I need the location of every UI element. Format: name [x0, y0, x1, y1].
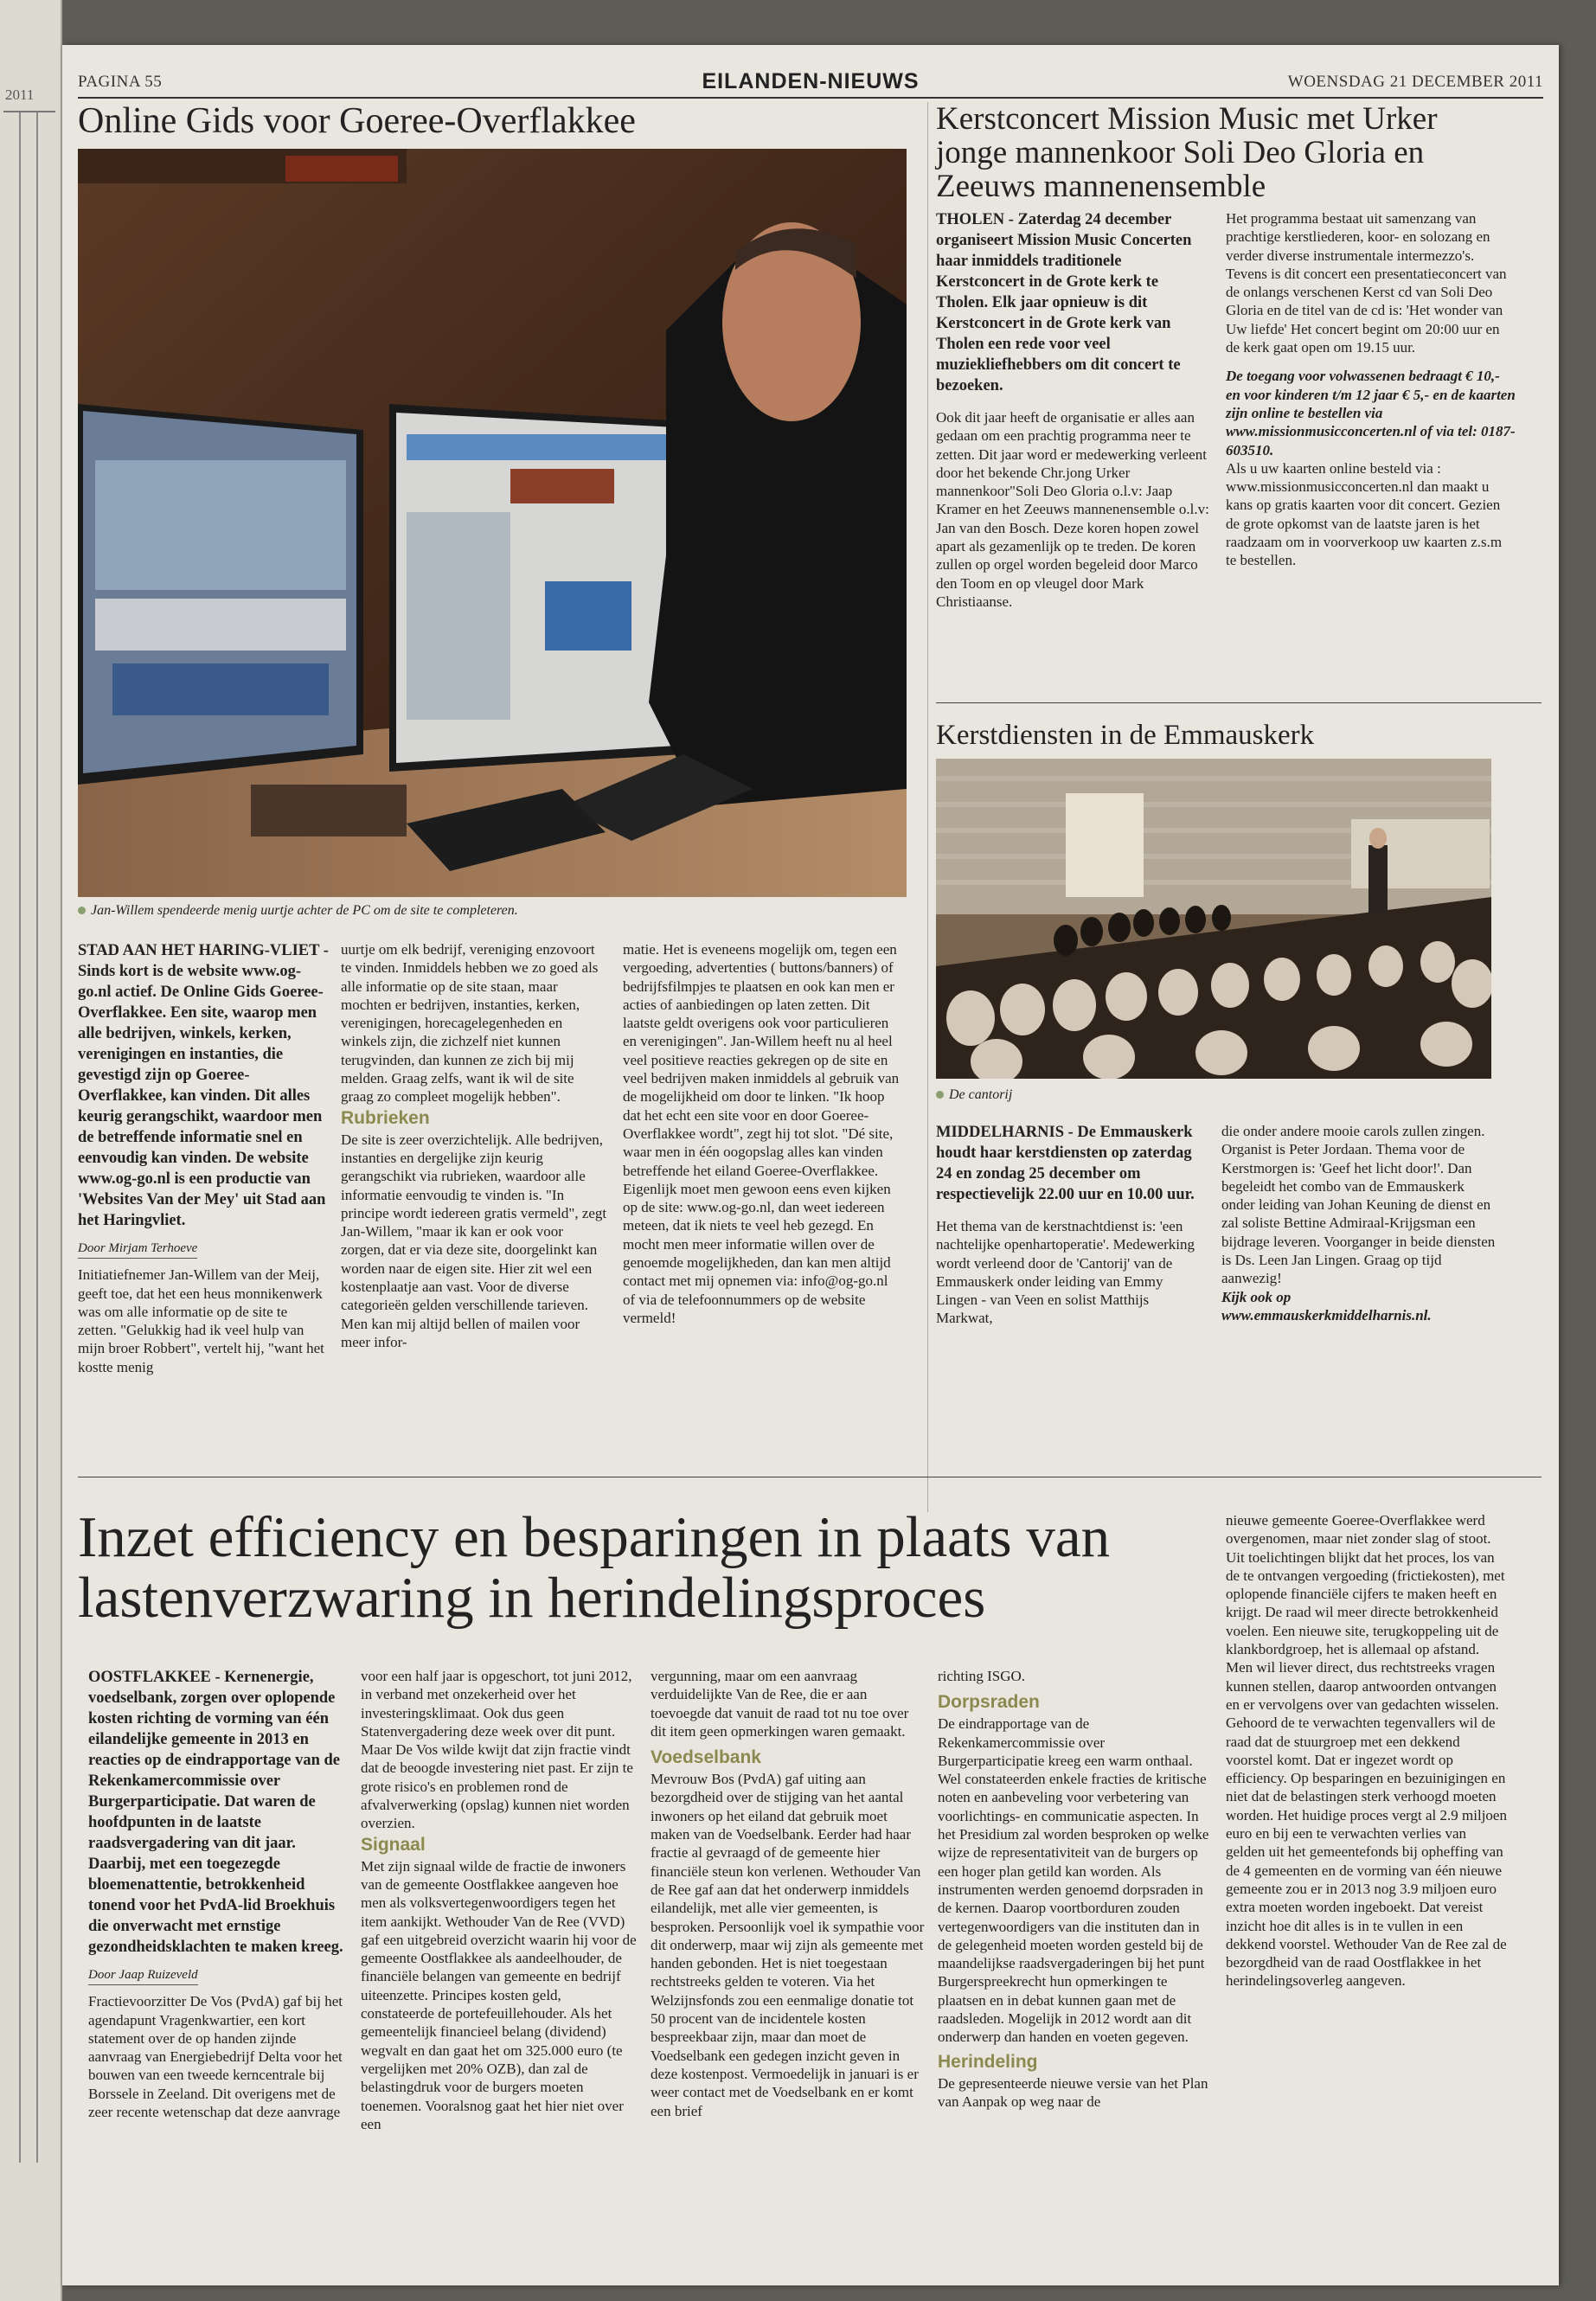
issue-date: WOENSDAG 21 DECEMBER 2011 — [1287, 73, 1543, 91]
photo-pc-user — [78, 149, 907, 897]
inzet-column-2 — [361, 1667, 638, 2133]
kerstconcert-title-line-3: Zeeuws mannenensemble — [936, 169, 1266, 204]
caption-cantorij — [936, 1087, 1490, 1103]
online-gids-column-3 — [623, 940, 900, 1327]
kerstconcert-tickets: De toegang voor volwassenen bedraagt € 10,- en voor kinderen t/m 12 jaar € 5,- en de kaarten zijn online te bestellen via www.missionmusicconcerten.nl of via tel: 0187-603510. — [1226, 368, 1516, 458]
previous-page-year: 2011 — [5, 87, 35, 103]
kerstconcert-body-1: Ook dit jaar heeft de organisatie er alles aan gedaan om een prachtig programma neer te zetten. Dit jaar word er medewerking verleent door het bekende Chr.jong Urker mannenkoor"Soli Deo Gloria o.l.v: Jaap Kramer en het Zeeuws mannenensemble o.l.v: Jan van den Bosch. Deze koren hopen zowel apart als gezamenlijk op te treden. De koren zullen op orgel worden begeleid door Marco den Toom en op vleugel door Mark Christiaanse. — [936, 409, 1209, 610]
emmaus-body-1: Het thema van de kerstnachtdienst is: 'een nachtelijke openhartoperatie'. Medewerking wordt verleend door de 'Cantorij' van de Emmauskerk onder leiding van Emmy Lingen - van Veen en solist Matthijs Markwat, — [936, 1218, 1195, 1327]
online-gids-column-1 — [78, 940, 329, 1376]
inzet-col3-body1: vergunning, maar om een aanvraag verduidelijkte Van de Ree, die er aan toevoegde dat vanuit de raad tot nu toe over dit item geen opmerkingen waren gemaakt. — [651, 1668, 909, 1740]
emmaus-column-1 — [936, 1122, 1204, 1328]
online-gids-column-2 — [341, 940, 609, 1351]
inzet-col4-body1: richting ISGO. — [938, 1668, 1026, 1684]
inzet-column-4 — [938, 1667, 1215, 2111]
kerstconcert-body-4: Als u uw kaarten online besteld via : www.missionmusicconcerten.nl dan maakt u kans op gratis kaarten voor dit concert. Gezien de grote opkomst van de laatste jaren is het raadzaam om in voorverkoop uw kaarten z.s.m te bestellen. — [1226, 459, 1503, 569]
caption-bullet-icon — [78, 907, 86, 914]
inzet-column-3 — [651, 1667, 927, 2120]
inzet-col4-body2: De eindrapportage van de Rekenkamercommissie over Burgerparticipatie kreeg een warm onthaal. Wel constateerden enkele fracties de kritische noten en aanbeveling voor verbetering van voorlichtings- en communicatie aspecten. In het Presidium zal worden besproken op welke wijze de representativiteit van de burgers op een hoger plan getild kan worden. Als instrumenten werden genoemd dorpsraden in de kernen. Daarop voortborduren zouden vertegenwoordigers van die instituten dan in de gelegenheid moeten worden gesteld bij de maandelijkse raadsvergaderingen bij het punt Burgerspreekrecht hun opmerkingen te plaatsen en in debat kunnen gaan met de raadsleden. Mogelijk in 2012 wordt aan dit onderwerp dan handen en voeten gegeven. — [938, 1715, 1209, 2046]
subhead-voedselbank: Voedselbank — [651, 1747, 761, 1768]
online-gids-col2-body2: De site is zeer overzichtelijk. Alle bedrijven, instanties en dergelijke zijn keurig gerangschikt via rubrieken, waardoor alle informatie eenvoudig te vinden is. "In principe wordt iedereen gratis vermeld", zegt Jan-Willem, "maar ik kan er ook voor zorgen, dat er via deze site, doorgelinkt kan worden naar de eigen site. Hier zit wel een kostenplaatje aan vast. Voor de diverse categorieën gelden verschillende tarieven. Men kan mij altijd bellen of mailen voor meer infor- — [341, 1131, 607, 1350]
emmaus-title: Kerstdiensten in de Emmauskerk — [936, 720, 1315, 751]
caption-pc-user-text: Jan-Willem spendeerde menig uurtje achter de PC om de site te completeren. — [91, 903, 518, 918]
inzet-title-line-2: lastenverzwaring in herindelingsproces — [78, 1566, 986, 1630]
kerstconcert-column-1 — [936, 209, 1213, 611]
inzet-col5-body: nieuwe gemeente Goeree-Overflakkee werd overgenomen, maar niet zonder slag of stoot. Uit toelichtingen blijkt dat het proces, los van de te ontvangen vergoeding (frictiekosten), met oplopende financiële cijfers te maken heeft en krijgt. De raad wil meer directe betrokkenheid voelen. Een nieuwe site, terugkoppeling uit de klankbordgroep, het is allemaal op afstand. Men wil liever direct, dus rechtstreeks vragen kunnen stellen, daarop antwoorden ontvangen en er vervolgens over van gedachten wisselen. Gehoord de te verwachten tegenvallers wil de raad dat de stuurgroep met een dekkend voorstel komt. Dat er ingezet wordt op efficiency. Op besparingen en bezuinigingen en niet dat de belastingen sterk verhoogd moeten worden. Het huidige proces vergt al 2.9 miljoen euro en bij een te verwachten verlies van gelden uit het gemeentefonds bij opheffing van de 4 gemeenten en de vorming van één nieuwe gemeente zou er in 2013 nog 3.9 miljoen euro extra moeten worden ingeboekt. Dat vereist inzicht hoe dit alles is in te vullen in een dekkend voorstel. Wethouder Van de Ree zal de bezorgdheid van de raad Oostflakkee in het herindelingsoverleg aangeven. — [1226, 1512, 1507, 1990]
kerstconcert-title-line-1: Kerstconcert Mission Music met Urker — [936, 101, 1438, 137]
emmaus-website: Kijk ook op www.emmauskerkmiddelharnis.nl. — [1221, 1288, 1432, 1324]
inzet-col2-body1: voor een half jaar is opgeschort, tot juni 2012, in verband met onzekerheid over het investeringsklimaat. Ook dus geen Statenvergadering deze week over dit punt. Maar De Vos wilde kwijt dat zijn fractie vindt dat de beoogde investering niet past. Er zijn te grote risico's en problemen rond de afvalverwerking (opslag) kunnen niet worden overzien. — [361, 1668, 633, 1832]
photo-cantorij-image — [936, 759, 1491, 1079]
emmaus-lead: MIDDELHARNIS - De Emmauskerk houdt haar kerstdiensten op zaterdag 24 en zondag 25 december om respectievelijk 22.00 uur en 10.00 uur. — [936, 1124, 1195, 1203]
emmaus-column-2 — [1221, 1122, 1498, 1324]
inzet-title-line-1: Inzet efficiency en besparingen in plaats van — [78, 1505, 1111, 1569]
previous-page-rule — [3, 111, 55, 112]
subhead-herindeling: Herindeling — [938, 2051, 1038, 2072]
page-number: PAGINA 55 — [78, 73, 163, 91]
photo-cantorij — [936, 759, 1491, 1079]
emmaus-body-2: die onder andere mooie carols zullen zingen. Organist is Peter Jordaan. Thema voor de Kerstmorgen is: 'Geef het licht door!'. Dan begeleidt het combo van de Emmauskerk onder leiding van Johan Keuning de dienst en zal soliste Bettine Admiraal-Krijgsman een bijdrage leveren. Voorganger in beide diensten is Ds. Leen Jan Lingen. Graag op tijd aanwezig! — [1221, 1123, 1496, 1287]
section-rule — [936, 702, 1542, 703]
kerstconcert-title — [936, 102, 1542, 203]
masthead: EILANDEN-NIEUWS — [702, 69, 920, 93]
kerstconcert-body-2: Het programma bestaat uit samenzang van prachtige kerstliederen, koor- en solozang en verder diverse instrumentale intermezzo's. Tevens is dit concert een presentatieconcert van de onlangs verschenen Kerst cd van Soli Deo Gloria en de titel van de cd is: 'Het wonder van Uw liefde' Het concert begint om 20:00 uur en de kerk gaat open om 19.15 uur. — [1226, 210, 1507, 356]
inzet-column-5 — [1226, 1511, 1507, 1990]
online-gids-col2-body1: uurtje om elk bedrijf, vereniging enzovoort te vinden. Inmiddels hebben we zo goed als alle informatie op de site staan, maar mochten er bedrijven, instanties, kerken, verenigingen, horecagelegenheden en winkels zijn, die zichzelf niet kunnen terugvinden, dan kunnen ze zich bij mij melden. Graag zelfs, want ik wil de site graag zo compleet mogelijk hebben". — [341, 941, 599, 1106]
subhead-dorpsraden: Dorpsraden — [938, 1692, 1040, 1713]
inzet-column-1 — [88, 1667, 348, 2121]
inzet-byline: Door Jaap Ruizeveld — [88, 1966, 198, 1985]
subhead-rubrieken: Rubrieken — [341, 1107, 430, 1128]
photo-pc-user-image — [78, 149, 907, 897]
inzet-lead: OOSTFLAKKEE - Kernenergie, voedselbank, zorgen over oplopende kosten richting de vorming van één eilandelijke gemeente in 2013 en reacties op de eindrapportage van de Rekenkamercommissie over Burgerparticipatie. Dat waren de hoofdpunten in de laatste raadsvergadering van dit jaar. Daarbij, met een toegezegde bloemenattentie, betrokkenheid tonend voor het PvdA-lid Broekhuis die onverwacht met ernstige gezondheidsklachten te maken kreeg. — [88, 1669, 343, 1956]
caption-bullet-icon — [936, 1091, 944, 1099]
inzet-col4-body3: De gepresenteerde nieuwe versie van het Plan van Aanpak op weg naar de — [938, 2074, 1208, 2110]
page-header — [78, 71, 1543, 99]
caption-pc-user — [78, 903, 907, 919]
kerstconcert-lead: THOLEN - Zaterdag 24 december organiseert Mission Music Concerten haar inmiddels traditionele Kerstconcert in de Grote kerk te Tholen. Elk jaar opnieuw is dit Kerstconcert in de Grote kerk van Tholen een rede voor veel muziekliefhebbers om dit concert te bezoeken. — [936, 211, 1192, 394]
previous-page-column-rule — [36, 112, 38, 2163]
inzet-title — [78, 1507, 1237, 1628]
column-divider — [927, 102, 928, 1512]
previous-page-edge — [0, 0, 62, 2301]
kerstconcert-column-2 — [1226, 209, 1516, 570]
subhead-signaal: Signaal — [361, 1834, 426, 1855]
online-gids-byline: Door Mirjam Terhoeve — [78, 1240, 197, 1259]
caption-cantorij-text: De cantorij — [949, 1087, 1013, 1102]
inzet-col1-body: Fractievoorzitter De Vos (PvdA) gaf bij het agendapunt Vragenkwartier, een kort statement over de op handen zijnde aanvraag van Energiebedrijf Delta voor het bouwen van een tweede kerncentrale bij Borssele in Zeeland. Dit overigens met de zeer recente wetenschap dat deze aanvrage — [88, 1993, 343, 2121]
online-gids-col3-body: matie. Het is eveneens mogelijk om, tegen een vergoeding, advertenties ( buttons/banners) of bedrijfsfilmpjes te plaatsen en ook kan men er acties of aanbiedingen op laten zetten. Dit laatste geldt overigens ook voor particulieren en verenigingen". Jan-Willem heeft nu al heel veel positieve reacties gekregen op de site en veel bedrijven maken inmiddels al gebruik van de mogelijkheid om door te linken. "Ik hoop dat het echt een site voor en door Goeree-Overflakkee wordt", zegt hij tot slot. "Dé site, waar men in één oogopslag alles kan vinden betreffende het eiland Goeree-Overflakkee. Eigenlijk moet men gewoon eens even kijken op de site: www.og-go.nl, dan weet iedereen meteen, dat ik niets te veel heb gezegd. En mocht men meer informatie willen over de genoemde mogelijkheden, dan kan men altijd contact met mij opnemen via: info@og-go.nl of via de telefoonnummers op de website vermeld! — [623, 941, 900, 1326]
kerstconcert-title-line-2: jonge mannenkoor Soli Deo Gloria en — [936, 135, 1425, 170]
inzet-col3-body2: Mevrouw Bos (PvdA) gaf uiting aan bezorgdheid over de stijging van het aantal inwoners op het eiland dat gebruik moet maken van de Voedselbank. Eerder had haar fractie al gevraagd of de gemeente hier financiële steun kon verlenen. Wethouder Van de Ree gaf aan dat het onderwerp inmiddels eilandelijk, met alle vier gemeenten, is besproken. Persoonlijk voel ik sympathie voor dit onderwerp, maar wij zijn als gemeente met handen gebonden. Het is niet toegestaan rechtstreeks gelden te voteren. Via het Welzijnsfonds zou een eenmalige donatie tot 50 procent van de incidentele kosten bespreekbaar zijn, maar dan moet de Voedselbank een gedegen inzicht geven in deze kostenpost. Vermoedelijk in januari is er weer contact met de Voedselbank en er komt een brief — [651, 1771, 925, 2119]
previous-page-column-rule — [19, 112, 21, 2163]
newspaper-page — [62, 45, 1559, 2285]
online-gids-lead: STAD AAN HET HARING-VLIET - Sinds kort is de website www.og-go.nl actief. De Online Gids Goeree-Overflakkee. Een site, waarop men alle bedrijven, winkels, kerken, verenigingen en instanties, die gevestigd zijn op Goeree-Overflakkee, kan vinden. Dit alles keurig gerangschikt, waardoor men de betreffende informatie snel en eenvoudig kan vinden. De website www.og-go.nl is een productie van 'Websites Van der Mey' uit Stad aan het Haringvliet. — [78, 942, 329, 1229]
online-gids-col1-body: Initiatiefnemer Jan-Willem van der Meij, geeft toe, dat het een heus monnikenwerk was om alle informatie op de site te zetten. "Gelukkig had ik veel hulp van mijn broer Robbert", vertelt hij, "want het kostte menig — [78, 1266, 324, 1375]
inzet-col2-body2: Met zijn signaal wilde de fractie de inwoners van de gemeente Oostflakkee aangeven hoe men als volksvertegenwoordigers tegen het item aankijkt. Wethouder Van de Ree (VVD) gaf een uitgebreid overzicht waarin hij voor de gemeente Oostflakkee als aandeelhouder, de financiële belangen van gemeente en bedrijf uiteenzette. Principes kosten geld, constateerde de portefeuillehouder. Als het gemeentelijk financieel belang (dividend) wegvalt en dan gaat het om 325.000 euro (te vergelijken met 20% OZB), dan zal de belastingdruk voor de burgers moeten toenemen. Vooralsnog gaat het hier niet over een — [361, 1857, 637, 2132]
article-title-online-gids: Online Gids voor Goeree-Overflakkee — [78, 101, 636, 141]
